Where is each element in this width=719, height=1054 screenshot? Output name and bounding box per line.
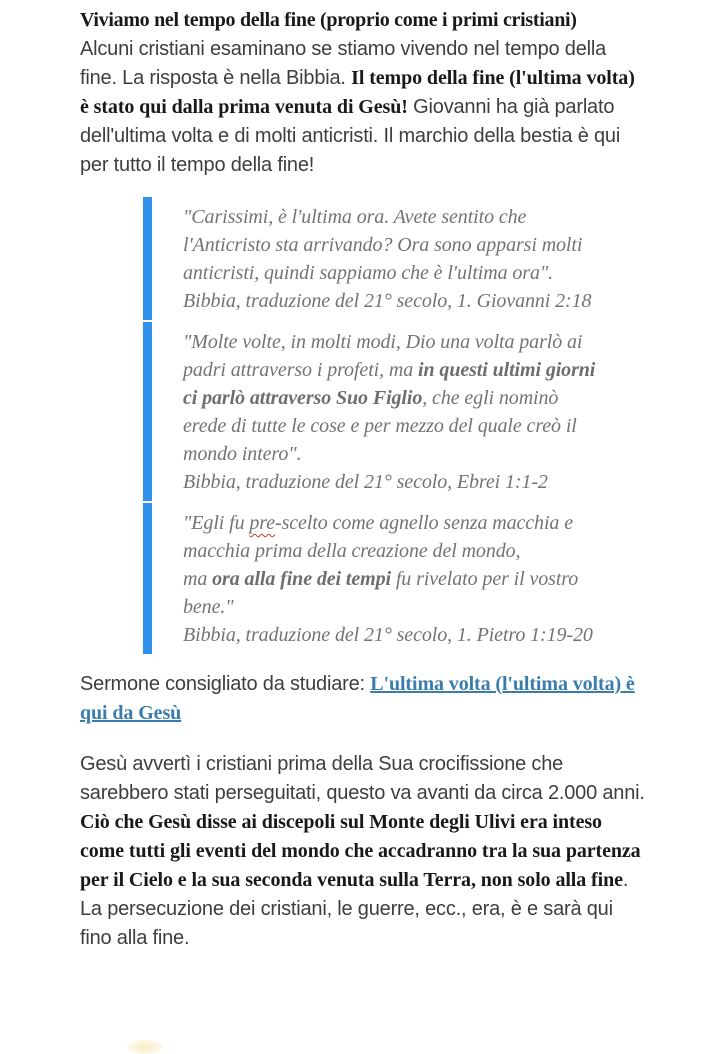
- intro-text-2: Giovanni ha già parlato dell'ultima volta e di molti anticristi. Il marchio della bestia è qui per tutto il tempo della fine!: [80, 96, 621, 176]
- quote-2-source: Bibbia, traduzione del 21° secolo, Ebrei 1:1-2: [183, 471, 548, 493]
- quote-3-source: Bibbia, traduzione del 21° secolo, 1. Pietro 1:19-20: [183, 624, 593, 646]
- quote-3-pietro: [143, 503, 598, 654]
- quote-1-giovanni: [143, 197, 598, 320]
- intro-paragraph: [80, 6, 646, 180]
- quote-3-text-2: -scelto come agnello senza macchia e macchia prima della creazione del mondo,: [183, 512, 573, 562]
- quote-2-text-1: "Molte volte, in molti modi, Dio una volta parlò ai padri attraverso i profeti, ma: [183, 331, 583, 381]
- quote-3-text-1: "Egli fu: [183, 512, 250, 534]
- sermon-link[interactable]: L'ultima volta (l'ultima volta) è qui da Gesù: [80, 673, 635, 724]
- intro-heading: Viviamo nel tempo della fine (proprio come i primi cristiani): [80, 9, 577, 31]
- quote-3-misspelled-word: pre: [249, 512, 276, 534]
- quote-1-source: Bibbia, traduzione del 21° secolo, 1. Giovanni 2:18: [183, 290, 592, 312]
- closing-text-2: . La persecuzione dei cristiani, le guerre, ecc., era, è e sarà qui fino alla fine.: [80, 869, 629, 949]
- intro-text-1: Alcuni cristiani esaminano se stiamo vivendo nel tempo della fine. La risposta è nella Bibbia.: [80, 38, 607, 89]
- quote-1-text: "Carissimi, è l'ultima ora. Avete sentito che l'Anticristo sta arrivando? Ora sono apparsi molti anticristi, quindi sappiamo che è l'ultima ora".: [183, 206, 583, 284]
- quote-3-bold: ora alla fine dei tempi: [212, 568, 391, 590]
- closing-text-1: Gesù avvertì i cristiani prima della Sua crocifissione che sarebbero stati perseguitati, questo va avanti da circa 2.000 anni.: [80, 753, 645, 804]
- quote-2-text-2: , che egli nominò erede di tutte le cose e per mezzo del quale creò il mondo intero".: [183, 387, 577, 465]
- sermon-label: Sermone consigliato da studiare:: [80, 673, 371, 695]
- closing-bold-statement: Ciò che Gesù disse ai discepoli sul Monte degli Ulivi era inteso come tutti gli eventi del mondo che accadranno tra la sua partenza per il Cielo e la sua seconda venuta sulla Terra, non solo alla fine: [80, 811, 641, 891]
- quote-3-text-4: fu rivelato per il vostro bene.": [183, 568, 579, 618]
- sermon-recommendation: [80, 670, 646, 728]
- intro-bold-statement: Il tempo della fine (l'ultima volta) è stato qui dalla prima venuta di Gesù!: [80, 67, 635, 118]
- quote-2-ebrei: [143, 322, 598, 501]
- cutoff-emoji-artifact: [127, 1040, 163, 1054]
- quote-2-bold: in questi ultimi giorni ci parlò attraverso Suo Figlio: [183, 359, 596, 409]
- closing-paragraph: [80, 750, 646, 953]
- bible-quote-list: [143, 197, 646, 654]
- quote-3-text-3: ma: [183, 568, 213, 590]
